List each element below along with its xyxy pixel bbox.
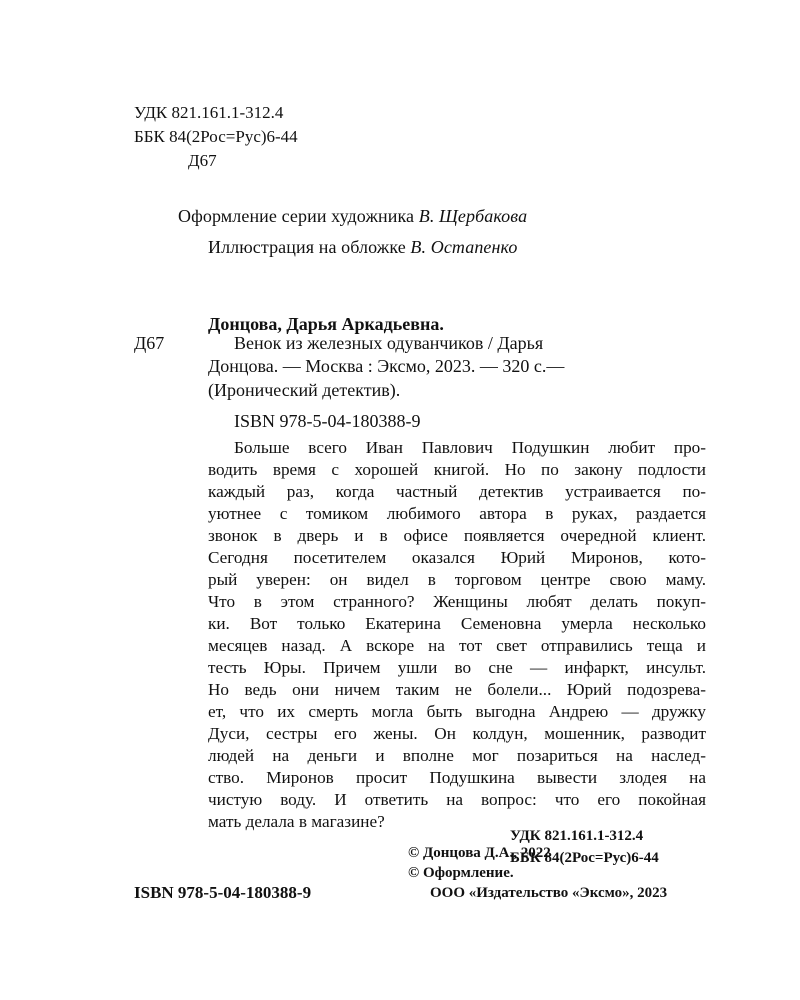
cover-illustration-artist: В. Остапенко <box>410 237 518 257</box>
copyright-design: © Оформление. <box>408 865 514 881</box>
annotation-line: водить время с хорошей книгой. Но по закону подлости <box>208 460 706 479</box>
author-mark: Д67 <box>188 151 217 170</box>
annotation-line: чистую воду. И ответить на вопрос: что его покойная <box>208 790 706 809</box>
annotation-line: рый уверен: он видел в торговом центре свою маму. <box>208 570 706 589</box>
annotation-line: каждый раз, когда частный детектив устраивается по- <box>208 482 706 501</box>
annotation-line: Но ведь они ничем таким не болели... Юрий подозрева- <box>208 680 706 699</box>
bbk-code: ББК 84(2Рос=Рус)6-44 <box>134 127 298 146</box>
copyright-author: © Донцова Д.А., 2022 <box>408 845 551 861</box>
bibliography-line: Донцова. — Москва : Эксмо, 2023. — 320 с.— <box>208 356 565 376</box>
annotation-line: уютнее с томиком любимого автора в руках, раздается <box>208 504 706 523</box>
annotation-line: ет, что их смерть могла быть выгодна Андрею — дружку <box>208 702 706 721</box>
bibliography-isbn: ISBN 978-5-04-180388-9 <box>234 411 421 431</box>
annotation-line: звонок в дверь и в офисе появляется очередной клиент. <box>208 526 706 545</box>
bibliography-line: Венок из железных одуванчиков / Дарья <box>234 333 544 353</box>
series-design-prefix: Оформление серии художника <box>178 206 419 226</box>
annotation-line: Дуси, сестры его жены. Он колдун, мошенник, разводит <box>208 724 706 743</box>
annotation-line: Сегодня посетителем оказался Юрий Миронов, кото- <box>208 548 706 567</box>
annotation-line: ство. Миронов просит Подушкина вывести злодея на <box>208 768 706 787</box>
annotation-line: ки. Вот только Екатерина Семеновна умерла несколько <box>208 614 706 633</box>
annotation-line: месяцев назад. А вскоре на тот свет отправились теща и <box>208 636 706 655</box>
bibliography-line: (Иронический детектив). <box>208 380 401 400</box>
annotation-line: мать делала в магазине? <box>208 812 385 831</box>
annotation-udk: УДК 821.161.1-312.4 <box>510 828 644 844</box>
footer-isbn: ISBN 978-5-04-180388-9 <box>134 883 312 902</box>
series-design-artist: В. Щербакова <box>418 206 528 226</box>
annotation-line: тесть Юры. Причем ушли во сне — инфаркт, инсульт. <box>208 658 706 677</box>
cover-illustration-prefix: Иллюстрация на обложке <box>208 237 411 257</box>
annotation-bbk: ББК 84(2Рос=Рус)6-44 <box>510 850 659 866</box>
annotation-line: людей на деньги и вполне мог позариться на наслед- <box>208 746 706 765</box>
series-design-credit <box>178 206 527 227</box>
cover-illustration-credit <box>208 237 517 258</box>
udk-code: УДК 821.161.1-312.4 <box>134 103 284 122</box>
annotation-line: Что в этом странного? Женщины любят делать покуп- <box>208 592 706 611</box>
bibliography-mark: Д67 <box>134 333 165 353</box>
copyright-publisher: ООО «Издательство «Эксмо», 2023 <box>430 885 668 901</box>
author-heading: Донцова, Дарья Аркадьевна. <box>208 314 444 334</box>
annotation-line: Больше всего Иван Павлович Подушкин любит про- <box>234 438 706 457</box>
